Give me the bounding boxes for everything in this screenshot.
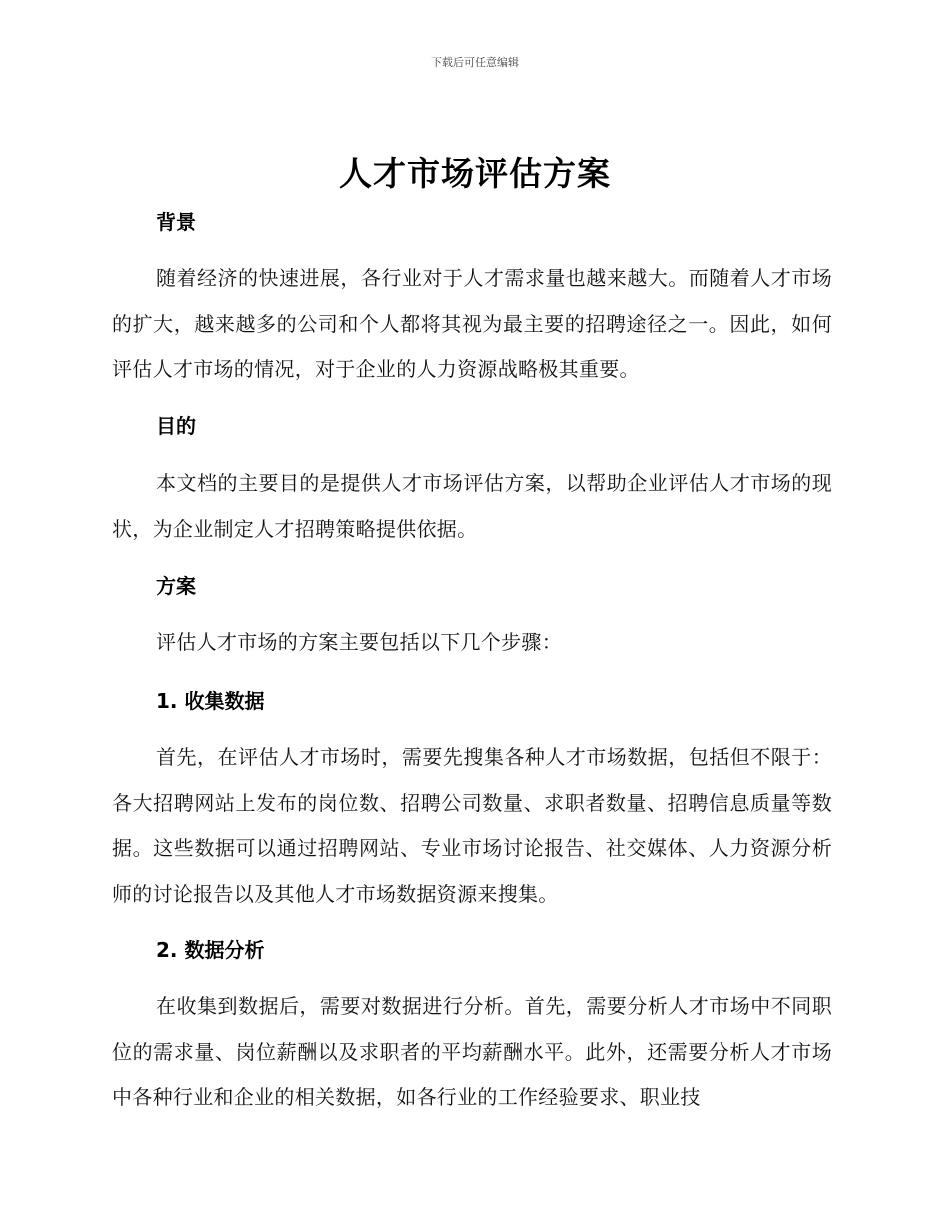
paragraph-plan: 评估人才市场的方案主要包括以下几个步骤： bbox=[156, 630, 562, 654]
heading-step-1: 1. 收集数据 bbox=[156, 689, 265, 713]
heading-plan: 方案 bbox=[156, 574, 196, 598]
heading-step-2: 2. 数据分析 bbox=[156, 938, 265, 962]
heading-background: 背景 bbox=[156, 210, 196, 234]
paragraph-background: 随着经济的快速进展，各行业对于人才需求量也越来越大。而随着人才市场的扩大，越来越多的公司和个人都将其视为最主要的招聘途径之一。因此，如何评估人才市场的情况，对于企业的人力资源战略极其重要。 bbox=[112, 266, 832, 381]
heading-purpose: 目的 bbox=[156, 414, 196, 438]
document-title: 人才市场评估方案 bbox=[339, 154, 611, 193]
paragraph-step-2: 在收集到数据后，需要对数据进行分析。首先，需要分析人才市场中不同职位的需求量、岗位薪酬以及求职者的平均薪酬水平。此外，还需要分析人才市场中各种行业和企业的相关数据，如各行业的工作经验要求、职业技 bbox=[112, 994, 832, 1109]
paragraph-step-1: 首先，在评估人才市场时，需要先搜集各种人才市场数据，包括但不限于：各大招聘网站上发布的岗位数、招聘公司数量、求职者数量、招聘信息质量等数据。这些数据可以通过招聘网站、专业市场讨论报告、社交媒体、人力资源分析师的讨论报告以及其他人才市场数据资源来搜集。 bbox=[112, 745, 832, 906]
header-note: 下载后可任意编辑 bbox=[431, 56, 519, 69]
paragraph-purpose: 本文档的主要目的是提供人才市场评估方案，以帮助企业评估人才市场的现状，为企业制定人才招聘策略提供依据。 bbox=[112, 471, 832, 541]
